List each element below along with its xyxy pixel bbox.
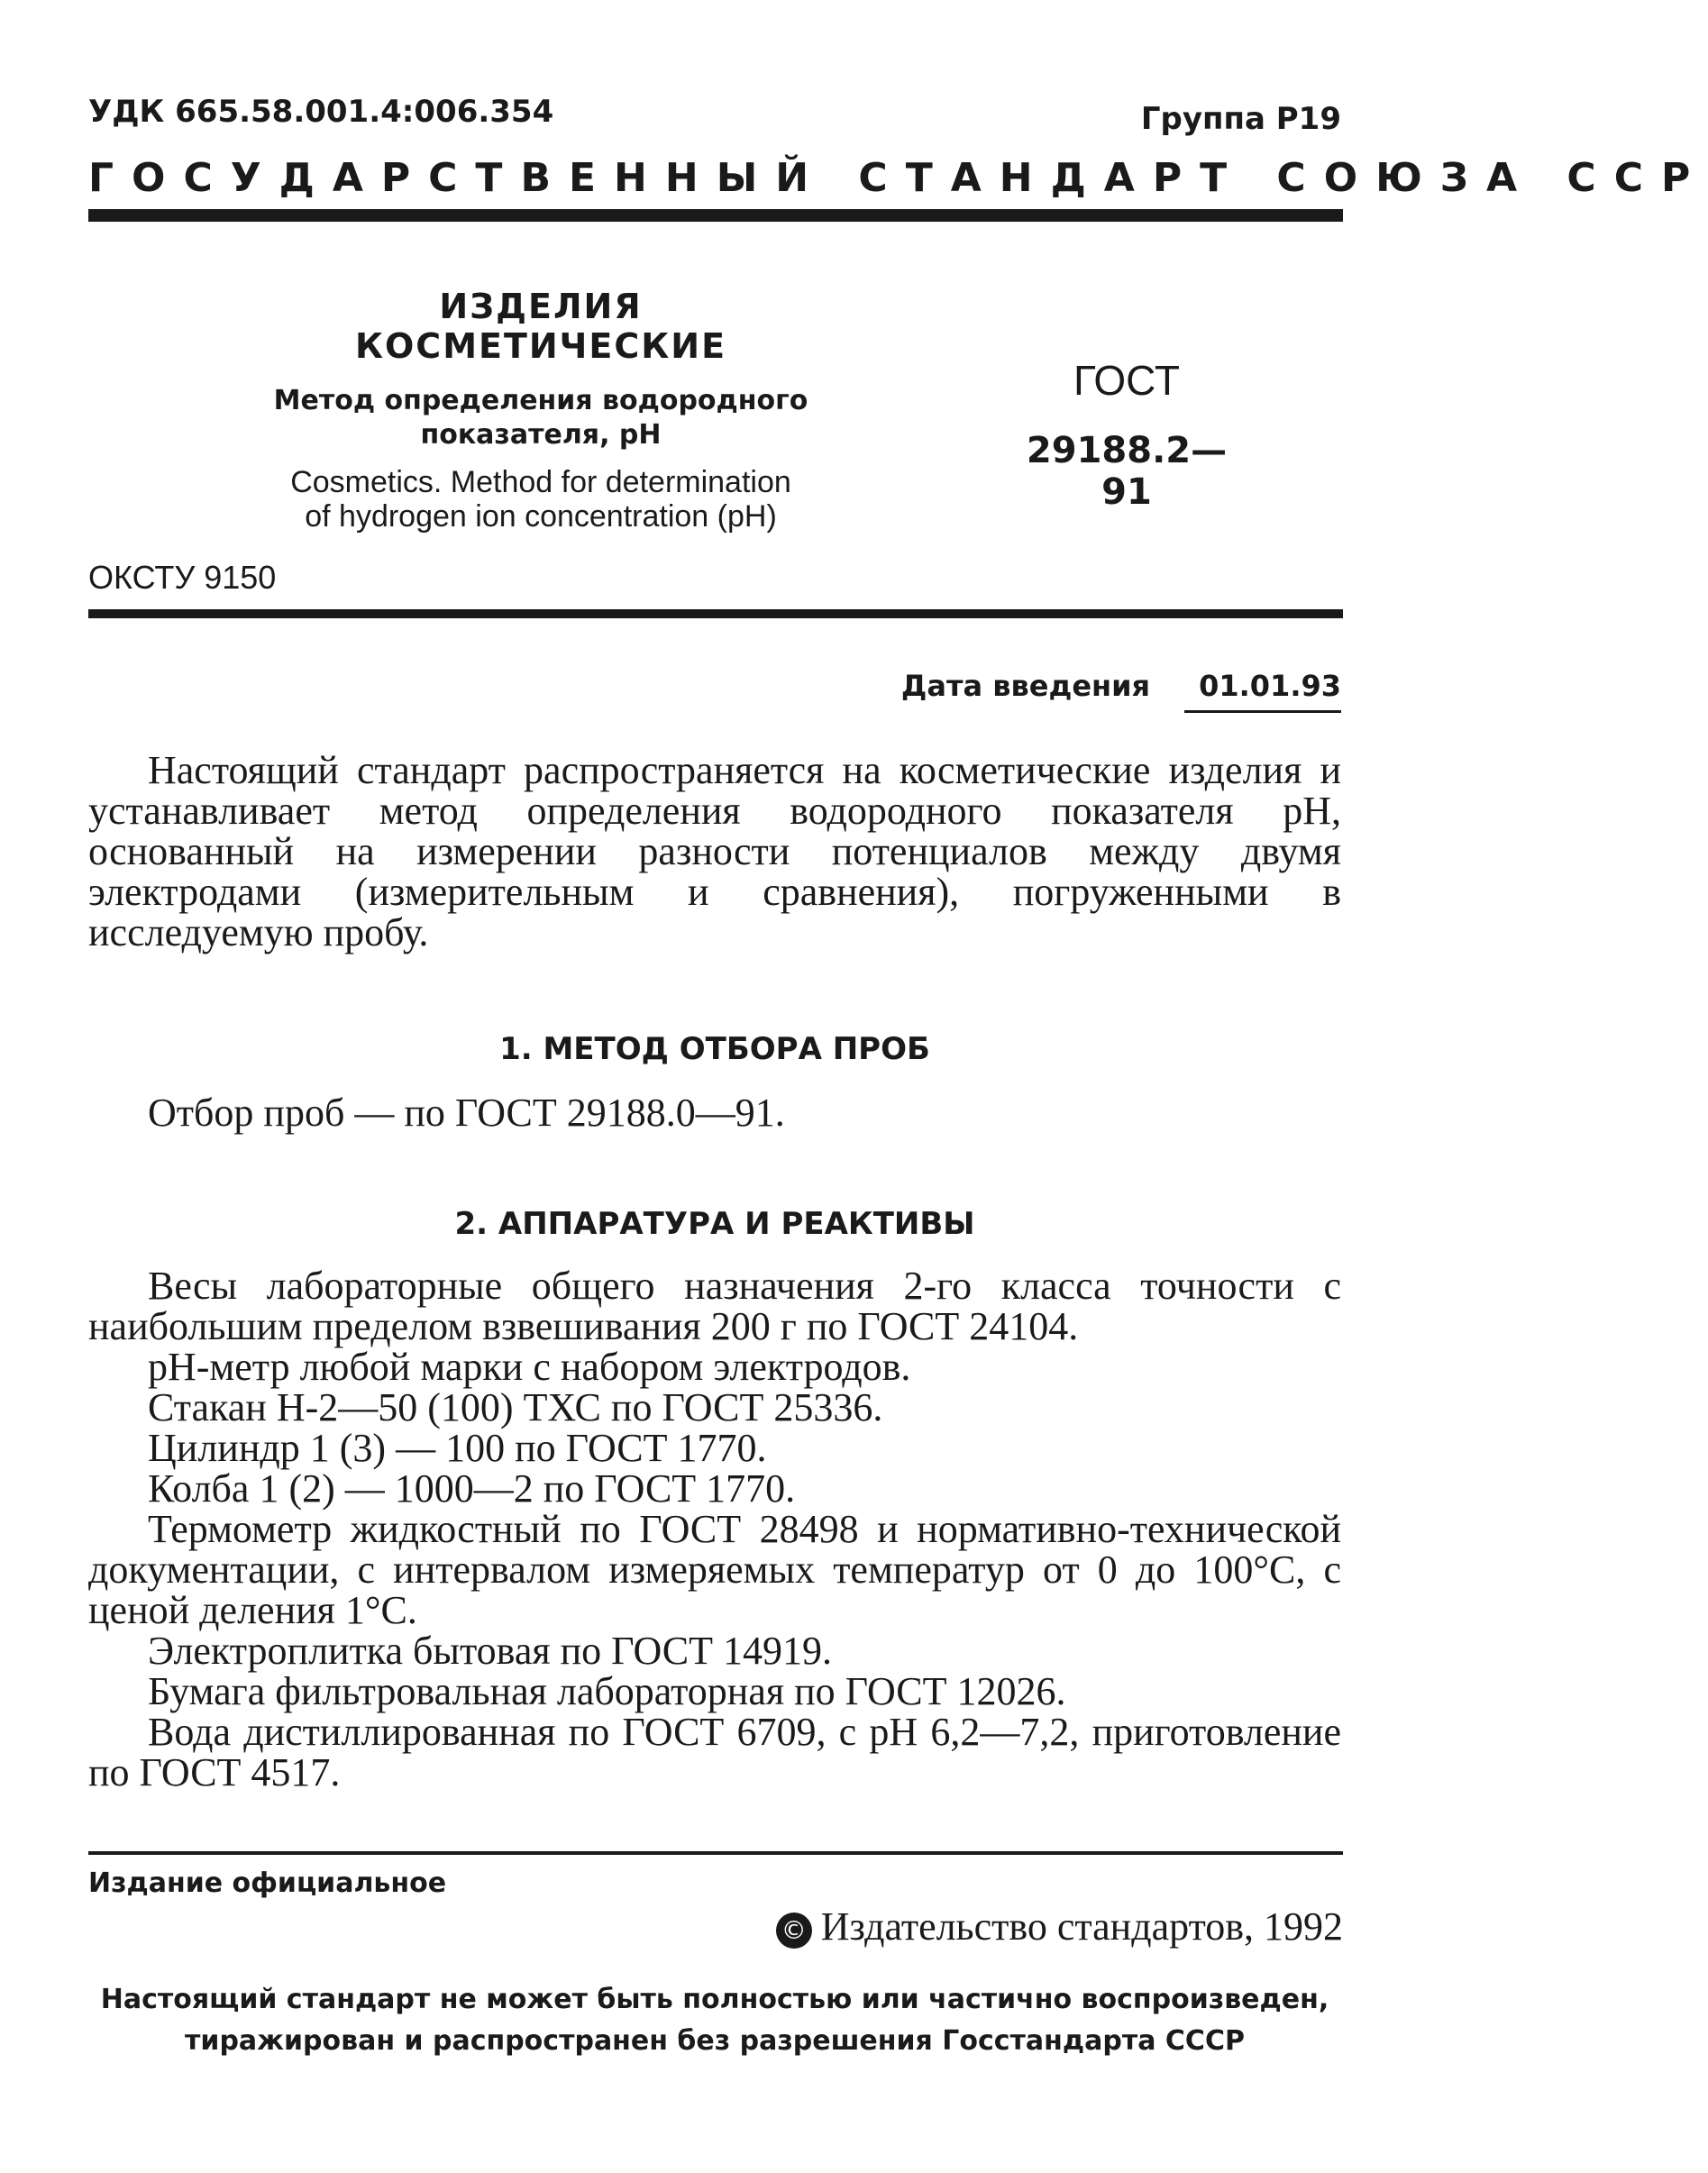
copyright-icon: © (776, 1913, 812, 1949)
official-edition-note: Издание официальное (88, 1867, 447, 1899)
intro-date-label: Дата введения (900, 669, 1151, 703)
gost-number: 29188.2—91 (1026, 430, 1228, 513)
method-title-line-1: Метод определения водородного (273, 385, 808, 416)
english-title-line-1: Cosmetics. Method for determination (290, 465, 791, 499)
title-block (252, 287, 829, 534)
reproduction-notice (88, 1979, 1341, 2062)
equipment-list (88, 1265, 1341, 1793)
notice-line-2: тиражирован и распространен без разрешения Госстандарта СССР (185, 2025, 1245, 2057)
footer-rule (88, 1851, 1343, 1855)
intro-paragraph: Настоящий стандарт распространяется на косметические изделия и устанавливает метод определения водородного показателя рН, основанный на измерении разности потенциалов между двумя электродами (измерительным и сравнения), погруженными в исследуемую пробу. (88, 748, 1341, 954)
method-title-line-2: показателя, рН (420, 419, 662, 451)
standard-banner: ГОСУДАРСТВЕННЫЙ СТАНДАРТ СОЮЗА ССР (88, 155, 1708, 201)
section-1-text: Отбор проб — по ГОСТ 29188.0—91. (148, 1091, 785, 1135)
gost-designation (1018, 356, 1235, 513)
list-item: Термометр жидкостный по ГОСТ 28498 и нормативно-технической документации, с интервалом измеряемых температур от 0 до 100°С, с ценой деления 1°С. (88, 1507, 1341, 1632)
list-item: Стакан Н-2—50 (100) ТХС по ГОСТ 25336. (148, 1385, 883, 1429)
group-code: Группа Р19 (1140, 101, 1341, 137)
document-title: ИЗДЕЛИЯ КОСМЕТИЧЕСКИЕ (354, 287, 727, 366)
list-item: Бумага фильтровальная лабораторная по ГОСТ 12026. (148, 1669, 1066, 1713)
copyright-text: Издательство стандартов, 1992 (820, 1904, 1343, 1949)
intro-date (901, 669, 1341, 713)
section-1-heading: 1. МЕТОД ОТБОРА ПРОБ (499, 1031, 930, 1067)
gost-label: ГОСТ (1073, 357, 1180, 404)
intro-date-value: 01.01.93 (1184, 669, 1341, 713)
list-item: рН-метр любой марки с набором электродов. (148, 1345, 911, 1389)
udk-code: УДК 665.58.001.4:006.354 (88, 94, 554, 130)
english-title-line-2: of hydrogen ion concentration (pH) (305, 499, 777, 534)
list-item: Цилиндр 1 (3) — 100 по ГОСТ 1770. (148, 1426, 767, 1470)
english-title (252, 465, 829, 534)
list-item: Колба 1 (2) — 1000—2 по ГОСТ 1770. (148, 1466, 796, 1511)
notice-line-1: Настоящий стандарт не может быть полностью или частично воспроизведен, (100, 1984, 1329, 2015)
list-item: Вода дистиллированная по ГОСТ 6709, с рН 6,2—7,2, приготовление по ГОСТ 4517. (88, 1710, 1341, 1794)
method-title (252, 384, 829, 452)
okstu-code: ОКСТУ 9150 (88, 559, 277, 596)
list-item: Электроплитка бытовая по ГОСТ 14919. (148, 1629, 833, 1673)
list-item: Весы лабораторные общего назначения 2-го класса точности с наибольшим пределом взвешивания 200 г по ГОСТ 24104. (88, 1264, 1341, 1348)
copyright (776, 1904, 1343, 1949)
section-2-heading: 2. АППАРАТУРА И РЕАКТИВЫ (454, 1206, 975, 1242)
header-thick-rule (88, 209, 1343, 222)
title-thick-rule (88, 609, 1343, 618)
